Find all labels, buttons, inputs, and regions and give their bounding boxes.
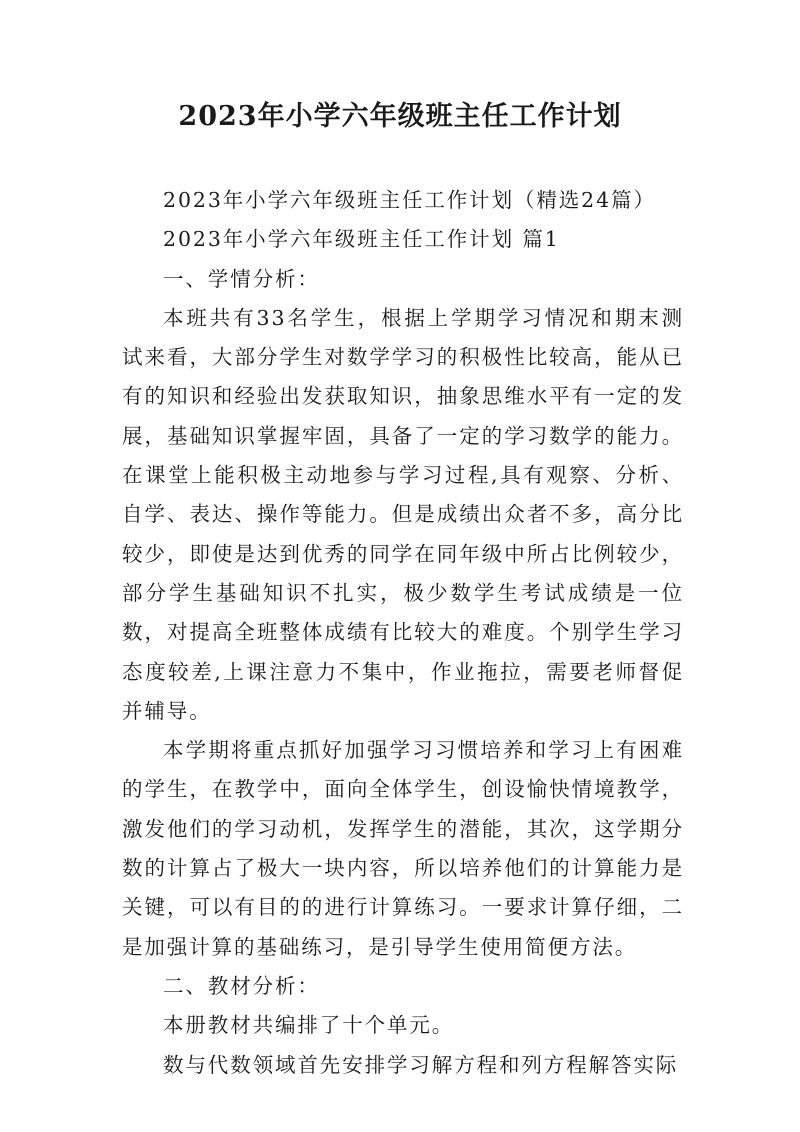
body-paragraph: 本册教材共编排了十个单元。 bbox=[163, 1013, 455, 1038]
section-heading-textbook-analysis: 二、教材分析： bbox=[163, 973, 320, 998]
body-paragraph: 数与代数领域首先安排学习解方程和列方程解答实际 bbox=[163, 1052, 679, 1077]
section-heading-student-analysis: 一、学情分析： bbox=[163, 266, 320, 291]
document-title: 2023年小学六年级班主任工作计划 bbox=[178, 101, 622, 132]
document-body bbox=[122, 181, 684, 1085]
body-paragraph: 本学期将重点抓好加强学习习惯培养和学习上有困难的学生，在教学中，面向全体学生，创设愉快情境教学，激发他们的学习动机，发挥学生的潜能，其次，这学期分数的计算占了极大一块内容，所以培养他们的计算能力是关键，可以有目的的进行计算练习。一要求计算仔细，二是加强计算的基础练习，是引导学生使用简便方法。 bbox=[122, 738, 684, 959]
body-paragraph: 本班共有33名学生，根据上学期学习情况和期末测试来看，大部分学生对数学学习的积极性比较高，能从已有的知识和经验出发获取知识，抽象思维水平有一定的发展，基础知识掌握牢固，具备了一定的学习数学的能力。在课堂上能积极主动地参与学习过程,具有观察、分析、自学、表达、操作等能力。但是成绩出众者不多，高分比较少，即使是达到优秀的同学在同年级中所占比例较少，部分学生基础知识不扎实，极少数学生考试成绩是一位数，对提高全班整体成绩有比较大的难度。个别学生学习态度较差,上课注意力不集中，作业拖拉，需要老师督促并辅导。 bbox=[122, 305, 684, 723]
subtitle-paragraph: 2023年小学六年级班主任工作计划（精选24篇） bbox=[163, 188, 656, 212]
section-heading-article-1: 2023年小学六年级班主任工作计划 篇1 bbox=[163, 227, 560, 252]
